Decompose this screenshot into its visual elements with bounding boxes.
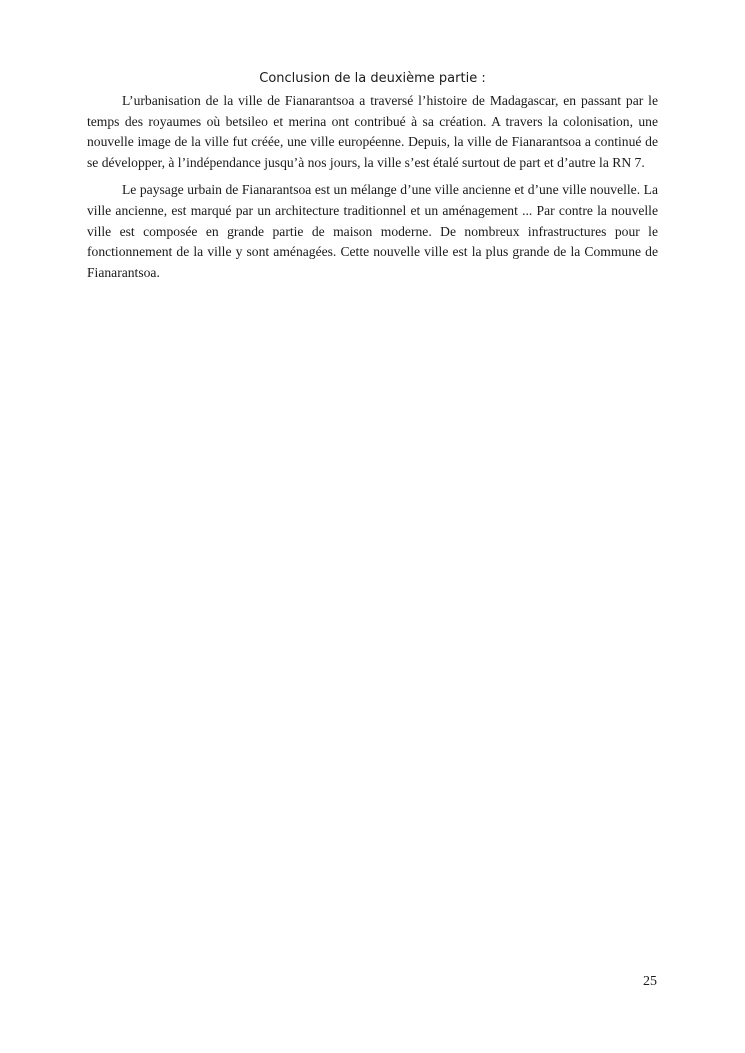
section-heading: Conclusion de la deuxième partie : <box>259 71 486 86</box>
page-number: 25 <box>643 974 657 989</box>
paragraph-urbanisation: L’urbanisation de la ville de Fianarantsoa a traversé l’histoire de Madagascar, en passant par le temps des royaumes où betsileo et merina ont contribué à sa création. A travers la colonisation, une nouvelle image de la ville fut créée, une ville européenne. Depuis, la ville de Fianarantsoa a continué de se développer, à l’indépendance jusqu’à nos jours, la ville s’est étalé surtout de part et d’autre la RN 7. <box>87 93 658 170</box>
body-text <box>87 91 658 290</box>
paragraph-paysage-urbain: Le paysage urbain de Fianarantsoa est un mélange d’une ville ancienne et d’une ville nouvelle. La ville ancienne, est marqué par un architecture traditionnel et un aménagement ... Par contre la nouvelle ville est composée en grande partie de maison moderne. De nombreux infrastructures pour le fonctionnement de la ville y sont aménagées. Cette nouvelle ville est la plus grande de la Commune de Fianarantsoa. <box>87 182 658 280</box>
